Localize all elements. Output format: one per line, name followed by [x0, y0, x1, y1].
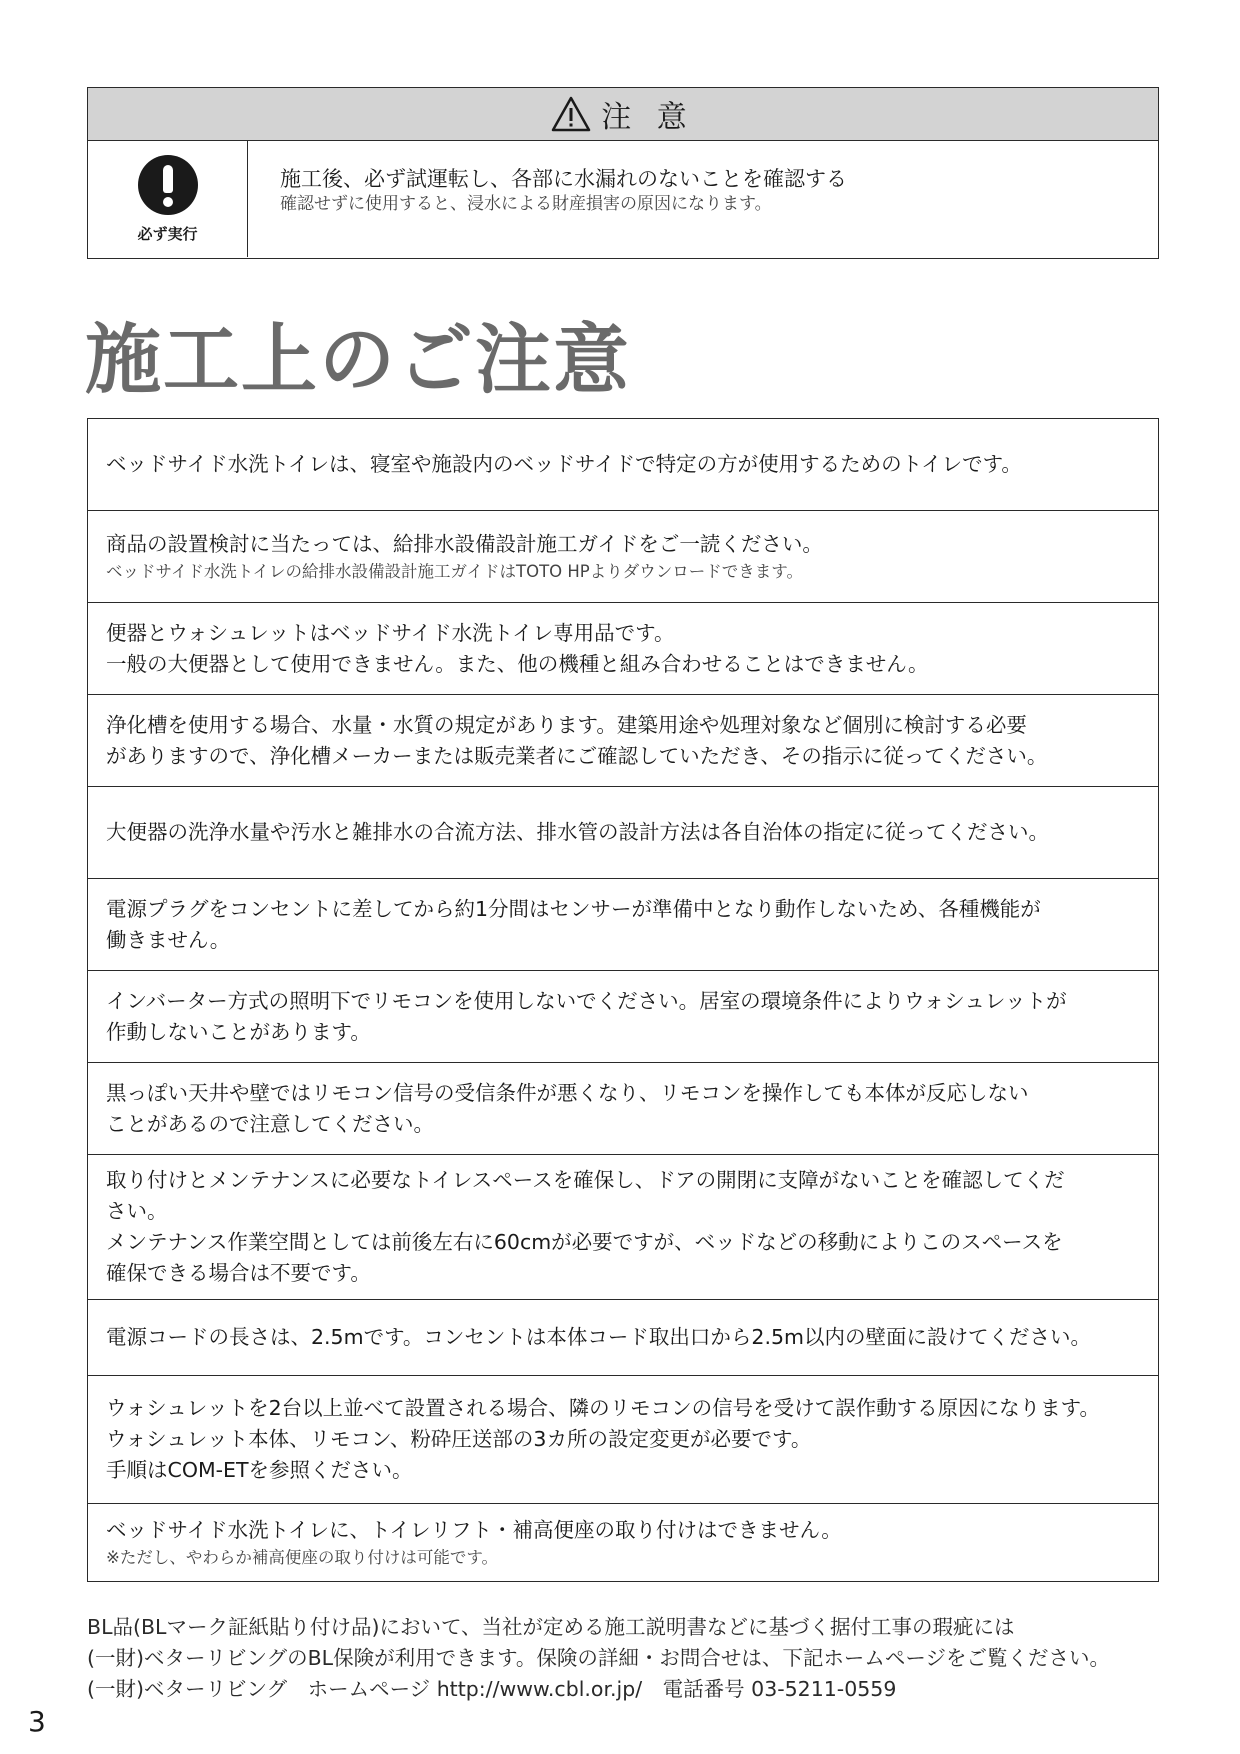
note-row	[88, 695, 1158, 787]
note-line: ウォシュレットを2台以上並べて設置される場合、隣のリモコンの信号を受けて誤作動する原因になります。	[106, 1396, 1100, 1420]
note-row	[88, 1155, 1158, 1300]
note-line: 一般の大便器として使用できません。また、他の機種と組み合わせることはできません。	[106, 651, 929, 676]
footer-line-3: (一財)ベターリビング ホームページ http://www.cbl.or.jp/ 電話番号 03-5211-0559	[87, 1677, 897, 1701]
notes-table	[87, 418, 1159, 1582]
note-line: 手順はCOM-ETを参照ください。	[106, 1458, 413, 1482]
caution-header	[88, 88, 1158, 141]
caution-text	[248, 141, 847, 257]
note-line: 働きません。	[106, 927, 231, 952]
note-line: 取り付けとメンテナンスに必要なトイレスペースを確保し、ドアの開閉に支障がないことを確認してくだ	[106, 1168, 1065, 1192]
note-small-text: ※ただし、やわらか補高便座の取り付けは可能です。	[106, 1548, 499, 1567]
note-line: ことがあるので注意してください。	[106, 1111, 434, 1136]
note-row	[88, 879, 1158, 971]
note-line: 黒っぽい天井や壁ではリモコン信号の受信条件が悪くなり、リモコンを操作しても本体が反応しない	[106, 1080, 1029, 1105]
note-line: がありますので、浄化槽メーカーまたは販売業者にご確認していただき、その指示に従ってください。	[106, 743, 1048, 768]
footer-line-2: (一財)ベターリビングのBL保険が利用できます。保険の詳細・お問合せは、下記ホームページをご覧ください。	[87, 1646, 1111, 1670]
note-row	[88, 603, 1158, 695]
footer	[87, 1612, 1110, 1705]
must-do-label: 必ず実行	[137, 224, 198, 243]
note-line: ウォシュレット本体、リモコン、粉砕圧送部の3カ所の設定変更が必要です。	[106, 1427, 812, 1451]
note-line: メンテナンス作業空間としては前後左右に60cmが必要ですが、ベッドなどの移動によりこのスペースを	[106, 1230, 1063, 1254]
caution-body	[88, 141, 1158, 257]
caution-title: 注 意	[601, 100, 695, 135]
note-line: ベッドサイド水洗トイレは、寝室や施設内のベッドサイドで特定の方が使用するためのトイレです。	[106, 452, 1022, 476]
note-line: 電源コードの長さは、2.5mです。コンセントは本体コード取出口から2.5m以内の壁面に設けてください。	[106, 1325, 1091, 1349]
note-row	[88, 971, 1158, 1063]
note-row	[88, 511, 1158, 603]
note-row	[88, 419, 1158, 511]
caution-box	[87, 87, 1159, 259]
note-line: ベッドサイド水洗トイレに、トイレリフト・補高便座の取り付けはできません。	[106, 1518, 842, 1542]
note-row	[88, 1376, 1158, 1504]
note-line: 大便器の洗浄水量や汚水と雑排水の合流方法、排水管の設計方法は各自治体の指定に従ってください。	[106, 820, 1049, 844]
note-line: 確保できる場合は不要です。	[106, 1261, 371, 1285]
note-row	[88, 1063, 1158, 1155]
note-line: インバーター方式の照明下でリモコンを使用しないでください。居室の環境条件によりウォシュレットが	[106, 988, 1067, 1013]
note-line: 電源プラグをコンセントに差してから約1分間はセンサーが準備中となり動作しないため、各種機能が	[106, 896, 1041, 921]
caution-sub-text: 確認せずに使用すると、浸水による財産損害の原因になります。	[280, 194, 772, 214]
note-line: 作動しないことがあります。	[106, 1019, 371, 1044]
note-row	[88, 1504, 1158, 1581]
note-row	[88, 787, 1158, 879]
exclamation-icon	[138, 155, 198, 215]
note-line: 浄化槽を使用する場合、水量・水質の規定があります。建築用途や処理対象など個別に検討する必要	[106, 712, 1027, 737]
note-line: さい。	[106, 1199, 168, 1223]
caution-icon-cell	[88, 141, 248, 257]
note-line: 商品の設置検討に当たっては、給排水設備設計施工ガイドをご一読ください。	[106, 532, 823, 556]
footer-line-1: BL品(BLマーク証紙貼り付け品)において、当社が定める施工説明書などに基づく据付工事の瑕疵には	[87, 1615, 1015, 1639]
note-row	[88, 1300, 1158, 1376]
note-small-text: ベッドサイド水洗トイレの給排水設備設計施工ガイドはTOTO HPよりダウンロードできます。	[106, 562, 803, 581]
page-number: 3	[28, 1705, 46, 1738]
caution-main-text: 施工後、必ず試運転し、各部に水漏れのないことを確認する	[280, 167, 847, 191]
warning-triangle-icon	[551, 96, 591, 132]
section-title: 施工上のご注意	[85, 315, 631, 404]
note-line: 便器とウォシュレットはベッドサイド水洗トイレ専用品です。	[106, 620, 675, 645]
